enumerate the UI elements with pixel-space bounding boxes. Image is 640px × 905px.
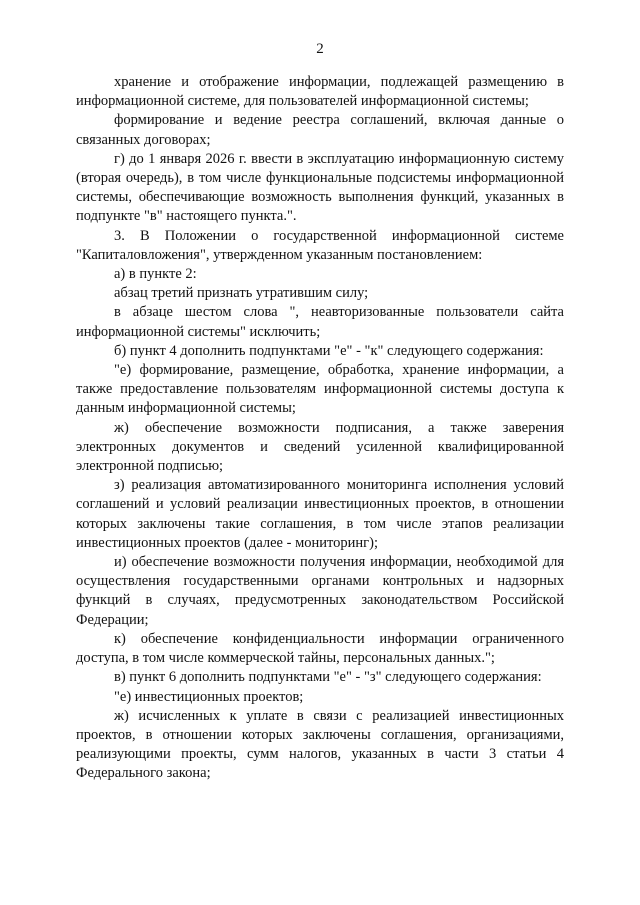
paragraph: а) в пункте 2: (114, 266, 197, 283)
paragraph: хранение и отображение информации, подлежащей размещению в информационной системе, для пользователей информационной системы; (76, 74, 564, 110)
paragraph: б) пункт 4 дополнить подпунктами "е" - "к" следующего содержания: (114, 342, 544, 359)
paragraph: формирование и ведение реестра соглашений, включая данные о связанных договорах; (76, 112, 564, 148)
paragraph: абзац третий признать утратившим силу; (114, 285, 369, 302)
paragraph: в) пункт 6 дополнить подпунктами "е" - "з" следующего содержания: (114, 669, 542, 686)
paragraph: к) обеспечение конфиденциальности информации ограниченного доступа, в том числе коммерческой тайны, персональных данных."; (76, 630, 564, 667)
paragraph: 3. В Положении о государственной информационной системе "Капиталовложения", утвержденном указанным постановлением: (76, 227, 564, 263)
paragraph: ж) исчисленных к уплате в связи с реализацией инвестиционных проектов, в отношении которых заключены соглашения, организациями, реализующими проекты, сумм налогов, указанных в части 3 статьи 4 Федерального закона; (76, 707, 564, 782)
paragraph: в абзаце шестом слова ", неавторизованные пользователи сайта информационной системы" исключить; (76, 304, 564, 340)
paragraph: ж) обеспечение возможности подписания, а также заверения электронных документов и сведений усиленной квалифицированной электронной подписью; (76, 419, 564, 475)
paragraph: "е) формирование, размещение, обработка, хранение информации, а также предоставление пользователям информационной системы доступа к данным информационной системы; (76, 362, 564, 417)
paragraph: з) реализация автоматизированного мониторинга исполнения условий соглашений и условий реализации инвестиционных проектов, в отношении которых заключены такие соглашения, в том числе этапов реализации инвестиционных проектов (далее - мониторинг); (76, 477, 564, 551)
paragraph: г) до 1 января 2026 г. ввести в эксплуатацию информационную систему (вторая очередь), в том числе функциональные подсистемы информационной системы, обеспечивающие возможность выполнения функций, указанных в подпункте "в" настоящего пункта.". (76, 150, 564, 225)
paragraph: и) обеспечение возможности получения информации, необходимой для осуществления государственными органами контрольных и надзорных функций в случаях, предусмотренных законодательством Российской Федерации; (76, 554, 564, 628)
paragraph: "е) инвестиционных проектов; (114, 688, 304, 705)
page-number: 2 (316, 41, 324, 57)
document-body (76, 73, 564, 784)
